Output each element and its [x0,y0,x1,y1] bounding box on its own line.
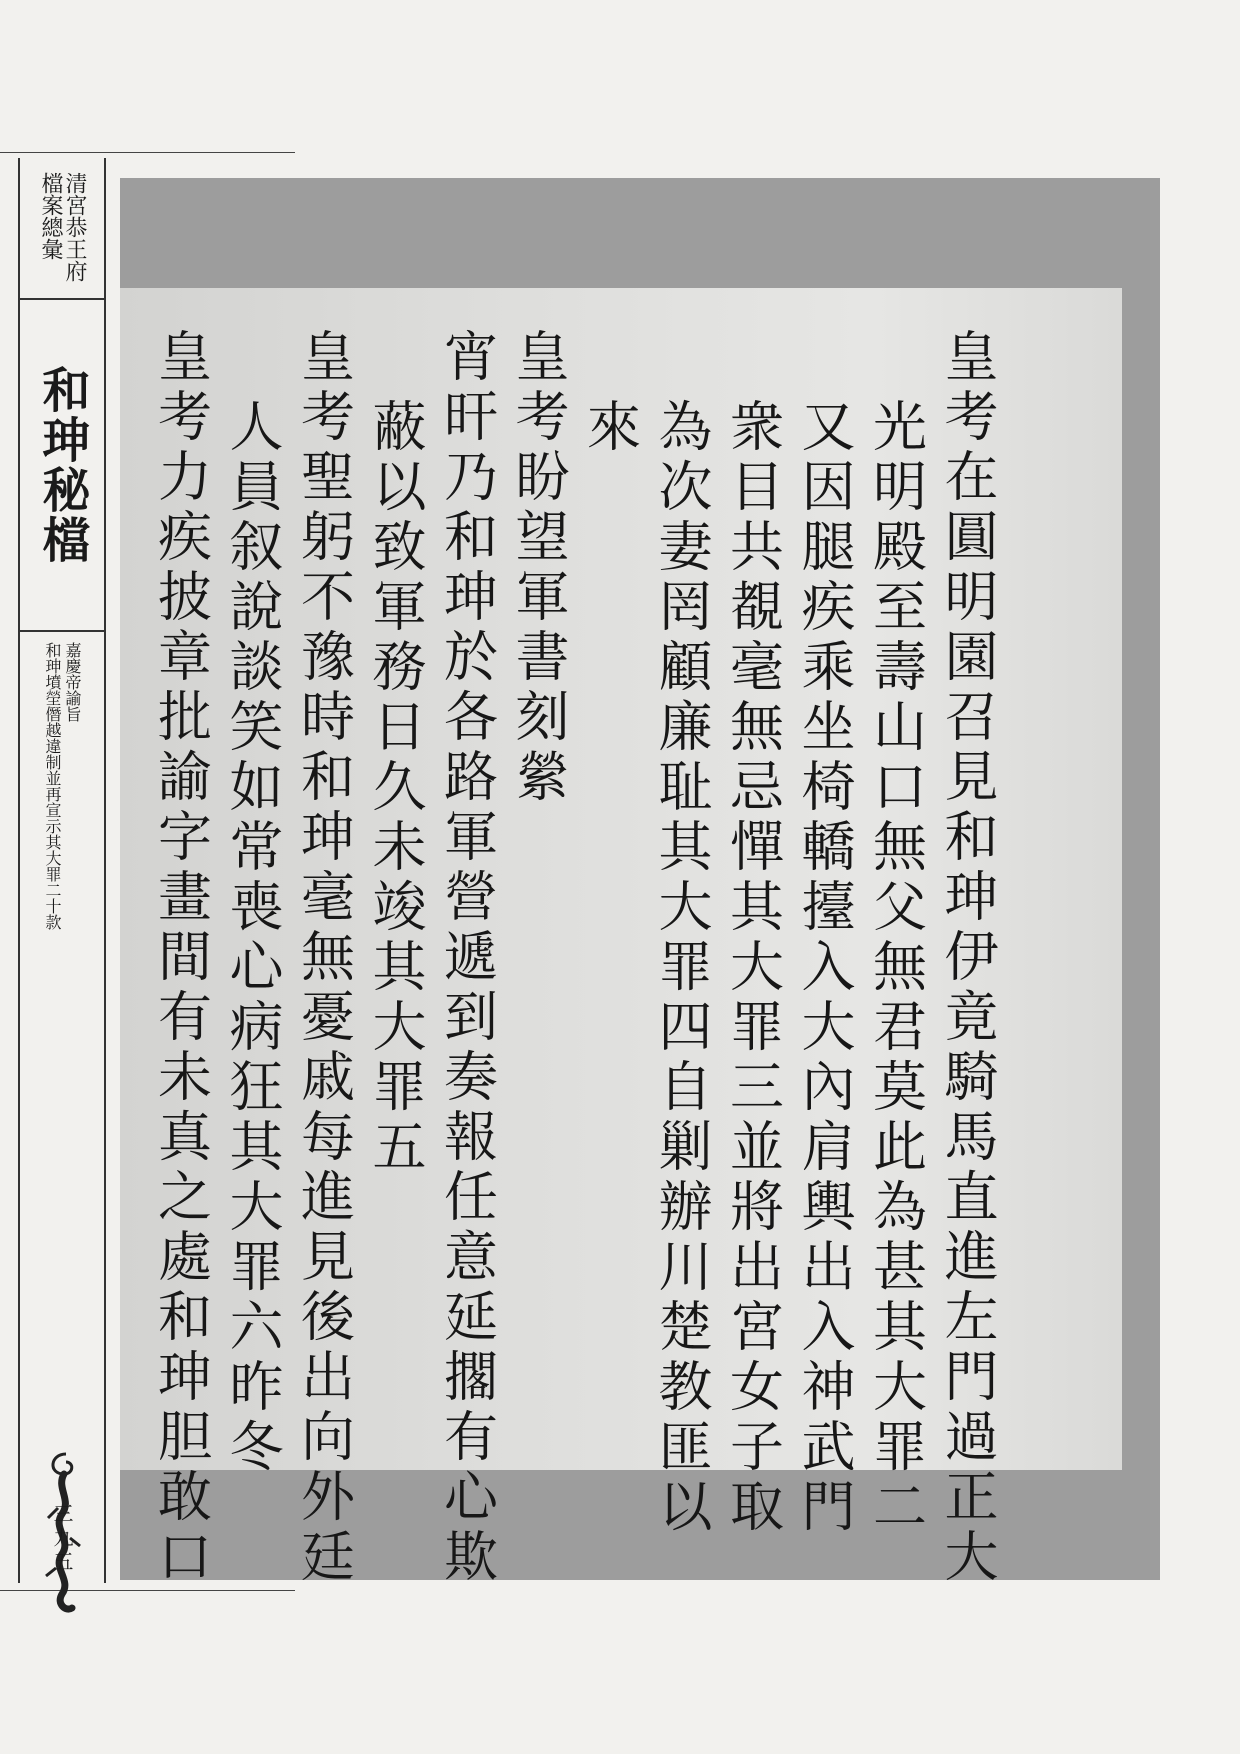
manuscript-column: 皇考盼望軍書刻縈 [507,328,570,808]
series-title [26,172,98,282]
page-number: 三九五 [50,1503,74,1575]
section-title-line-1: 嘉慶帝諭旨 [63,642,82,722]
series-title-line-1: 清宮恭王府 [62,172,87,282]
running-head-margin [18,158,106,1583]
manuscript-column: 光明殿至壽山口無父無君莫此為甚其大罪二 [864,398,928,1538]
manuscript-column: 衆目共覩毫無忌憚其大罪三並將出宮女子取 [721,398,785,1538]
manuscript-column: 皇考在圓明園召見和珅伊竟騎馬直進左門過正大 [936,328,999,1588]
manuscript-column: 為次妻罔顧廉耻其大罪四自剿辦川楚教匪以 [650,398,713,1538]
manuscript-column: 來 [578,398,642,458]
book-title-box [20,298,104,632]
top-rule [0,152,295,153]
manuscript-column: 人員叙說談笑如常喪心病狂其大罪六昨冬 [221,398,284,1478]
section-title-line-2: 和珅墳塋僭越違制並再宣示其大罪二十款 [43,642,62,930]
manuscript-column: 蔽以致軍務日久未竣其大罪五 [364,398,427,1178]
book-title: 和珅秘檔 [34,365,90,565]
manuscript-column: 皇考力疾披章批諭字畫間有未真之處和珅胆敢口 [149,328,213,1588]
manuscript-column: 又因腿疾乘坐椅轎擡入大內肩輿出入神武門 [793,398,856,1538]
manuscript-sheet [120,288,1122,1588]
series-title-line-2: 檔案總彙 [38,172,63,260]
manuscript-column: 宵旰乃和珅於各路軍營遞到奏報任意延擱有心欺 [435,328,499,1588]
section-title [24,642,100,930]
manuscript-scan [120,178,1160,1588]
manuscript-column: 皇考聖躬不豫時和珅毫無憂戚每進見後出向外廷 [292,328,356,1588]
page-number-box [20,1503,104,1575]
